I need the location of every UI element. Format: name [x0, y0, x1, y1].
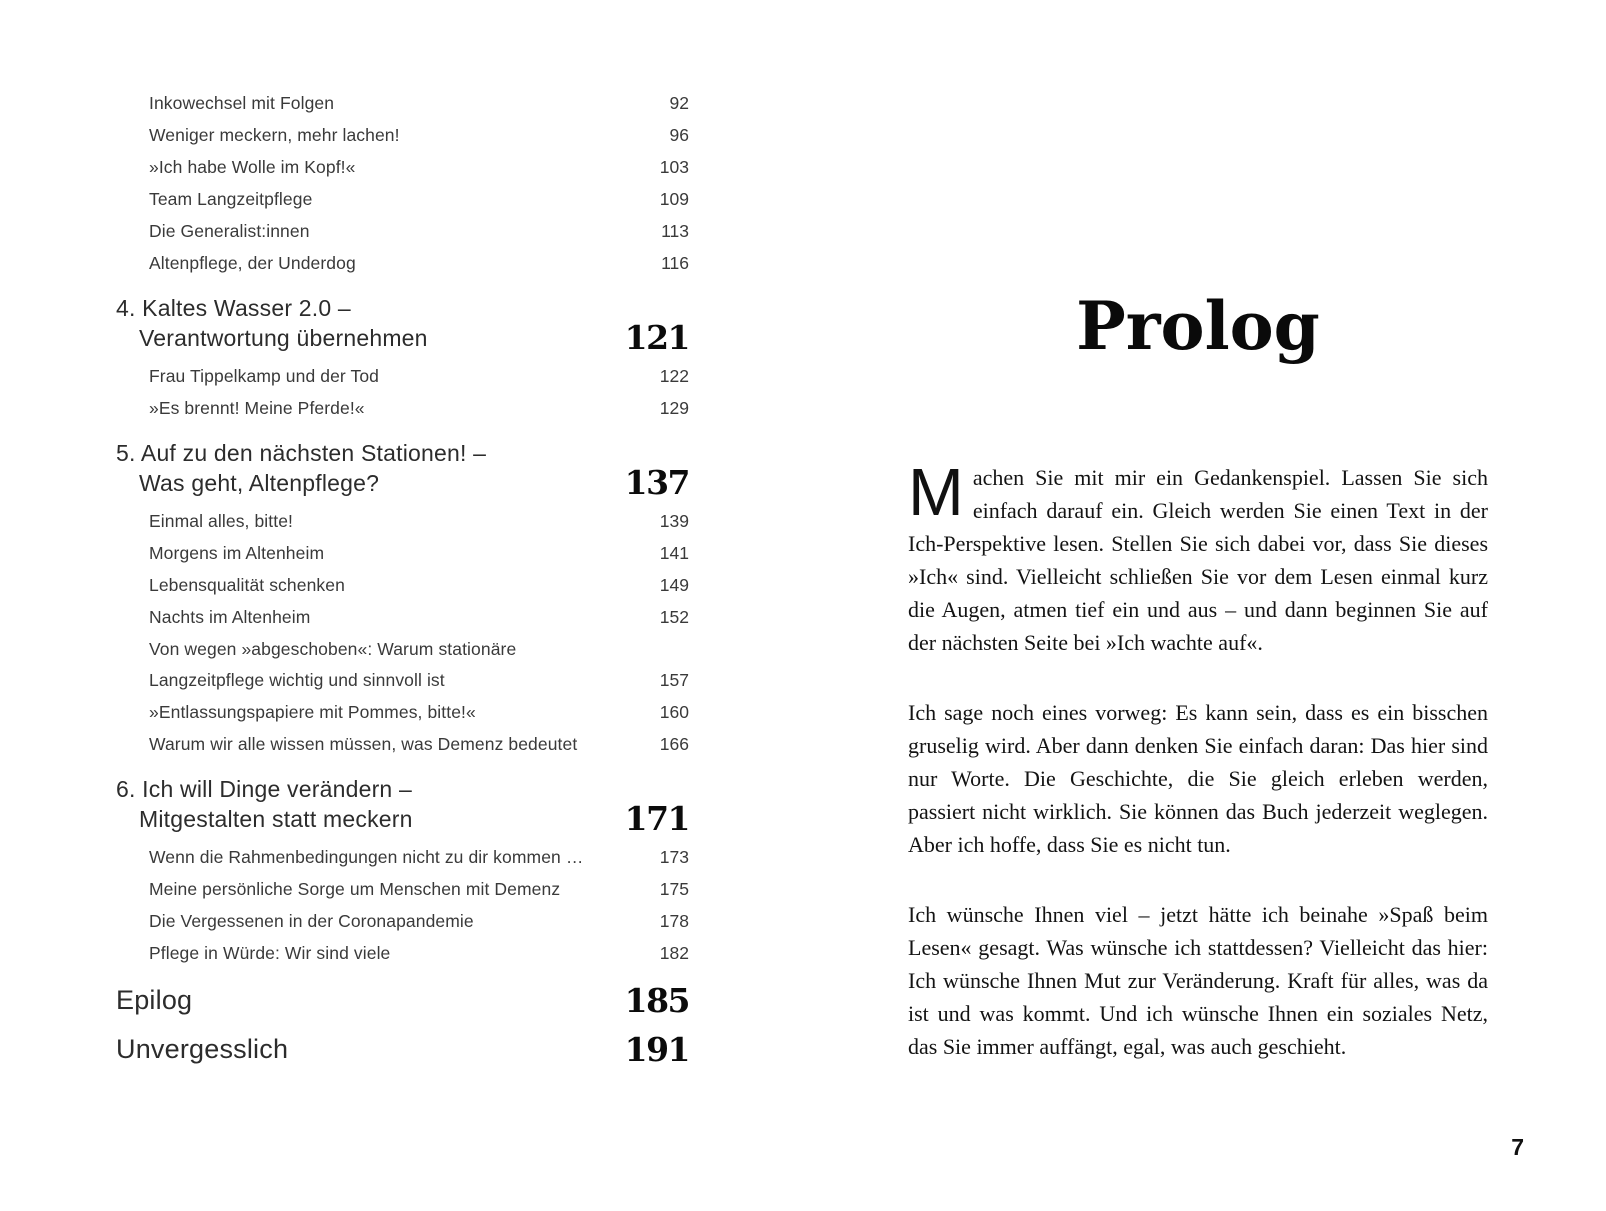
- toc-entry: [116, 938, 689, 969]
- toc-entry-page: 185: [624, 981, 689, 1020]
- toc-entry: [116, 842, 689, 873]
- toc-entry-page: 103: [659, 157, 689, 177]
- toc-entry-page: 122: [659, 366, 689, 386]
- toc-entry-page: 139: [659, 511, 689, 531]
- chapter-title: Prolog: [1076, 287, 1320, 365]
- toc-entry-title: 4. Kaltes Wasser 2.0 – Verantwortung übernehmen: [116, 295, 428, 351]
- toc-entry-title: Altenpflege, der Underdog: [149, 253, 356, 273]
- toc-entry: [116, 120, 689, 151]
- toc-entry: [116, 602, 689, 633]
- toc-entry-title: Die Vergessenen in der Coronapandemie: [149, 911, 474, 931]
- toc-entry-page: 173: [659, 847, 689, 867]
- toc-entry-title: Die Generalist:innen: [149, 221, 310, 241]
- toc-entry-title: Frau Tippelkamp und der Tod: [149, 366, 380, 386]
- toc-entry-page: 175: [659, 879, 689, 899]
- prolog-paragraph: Machen Sie mit mir ein Gedankenspiel. Lassen Sie sich einfach darauf ein. Gleich werden Sie einen Text in der Ich-Perspektive lesen. Stellen Sie sich dabei vor, dass Sie dieses »Ich« sind. Vielleicht schließen Sie vor dem Lesen einmal kurz die Augen, atmen tief ein und aus – und dann beginnen Sie auf der nächsten Seite bei »Ich wachte auf«.: [908, 455, 1488, 655]
- toc-entry: [116, 729, 689, 760]
- toc-entry-page: 137: [624, 463, 689, 502]
- toc-entry: [116, 982, 689, 1018]
- toc-entry-title: Meine persönliche Sorge um Menschen mit Demenz: [149, 879, 561, 899]
- toc-entry-title: »Es brennt! Meine Pferde!«: [149, 398, 365, 418]
- toc-entry-title: Weniger meckern, mehr lachen!: [149, 125, 400, 145]
- toc-entry-title: Von wegen »abgeschoben«: Warum stationäre Langzeitpflege wichtig und sinnvoll ist: [149, 639, 517, 690]
- toc-entry-title: »Entlassungspapiere mit Pommes, bitte!«: [149, 702, 476, 722]
- toc-entry: [116, 184, 689, 215]
- toc-entry-title: Epilog: [116, 985, 193, 1015]
- page-number: 7: [1511, 1134, 1524, 1160]
- toc-entry-title: Wenn die Rahmenbedingungen nicht zu dir kommen …: [149, 847, 584, 867]
- toc-entry: [116, 697, 689, 728]
- toc-entry-page: 149: [659, 575, 689, 595]
- toc-entry-page: 121: [624, 318, 689, 357]
- toc-entry: [116, 538, 689, 569]
- toc-entry: [116, 216, 689, 247]
- toc-entry-title: Warum wir alle wissen müssen, was Demenz bedeutet: [149, 734, 578, 754]
- toc-entry-title: 5. Auf zu den nächsten Stationen! – Was geht, Altenpflege?: [116, 440, 487, 496]
- toc-entry: [116, 293, 689, 357]
- toc-entry: [116, 152, 689, 183]
- toc-entry-title: Lebensqualität schenken: [149, 575, 345, 595]
- toc-entry-page: 178: [659, 911, 689, 931]
- toc-entry: [116, 393, 689, 424]
- toc-entry: [116, 906, 689, 937]
- toc-entry-page: 96: [669, 125, 689, 145]
- toc-entry: [116, 88, 689, 119]
- toc-entry: [116, 506, 689, 537]
- toc-entry-title: Morgens im Altenheim: [149, 543, 325, 563]
- toc-entry: [116, 248, 689, 279]
- toc-entry-page: 109: [659, 189, 689, 209]
- prolog-paragraph: Ich wünsche Ihnen viel – jetzt hätte ich beinahe »Spaß beim Lesen« gesagt. Was wünsche ich stattdessen? Vielleicht das hier: Ich wünsche Ihnen Mut zur Veränderung. Kraft für alles, was da ist und was kommt. Und ich wünsche Ihnen ein soziales Netz, das Sie immer auffängt, egal, was auch geschieht.: [908, 902, 1488, 1059]
- toc-entry-page: 157: [659, 670, 689, 690]
- toc-entry-page: 152: [659, 607, 689, 627]
- toc-entry-page: 113: [661, 221, 689, 241]
- toc-entry: [116, 361, 689, 392]
- toc-entry-title: »Ich habe Wolle im Kopf!«: [149, 157, 356, 177]
- toc-entry-page: 191: [624, 1030, 689, 1069]
- toc-entry-title: Nachts im Altenheim: [149, 607, 311, 627]
- toc-entry-title: Pflege in Würde: Wir sind viele: [149, 943, 391, 963]
- toc-entry: [116, 438, 689, 502]
- toc-entry-page: 129: [659, 398, 689, 418]
- toc-entry-page: 141: [659, 543, 689, 563]
- toc-entry: [116, 1031, 689, 1067]
- toc-entry-page: 116: [661, 253, 689, 273]
- toc-entry: [116, 774, 689, 838]
- toc-entry-title: Team Langzeitpflege: [149, 189, 313, 209]
- toc-entry-page: 92: [669, 93, 689, 113]
- prolog-page: [908, 0, 1488, 1063]
- toc-entry: [116, 634, 689, 696]
- toc-entry: [116, 874, 689, 905]
- toc-entry-page: 182: [659, 943, 689, 963]
- toc-entry-page: 166: [659, 734, 689, 754]
- drop-cap: M: [908, 455, 964, 530]
- toc-entry-page: 171: [624, 799, 689, 838]
- toc-entry-page: 160: [659, 702, 689, 722]
- toc-entry-title: Einmal alles, bitte!: [149, 511, 294, 531]
- toc-entry-title: 6. Ich will Dinge verändern – Mitgestalten statt meckern: [116, 776, 413, 832]
- toc-entry-title: Inkowechsel mit Folgen: [149, 93, 335, 113]
- toc-entry: [116, 570, 689, 601]
- prolog-paragraph: Ich sage noch eines vorweg: Es kann sein, dass es ein bisschen gruselig wird. Aber dann denken Sie einfach daran: Das hier sind nur Worte. Die Geschichte, die Sie gleich erleben werden, passiert nicht wirklich. Sie können das Buch jederzeit weglegen. Aber ich hoffe, dass Sie es nicht tun.: [908, 700, 1488, 857]
- toc-entry-title: Unvergesslich: [116, 1034, 289, 1064]
- table-of-contents: [116, 88, 689, 1076]
- prolog-body: [908, 455, 1488, 1063]
